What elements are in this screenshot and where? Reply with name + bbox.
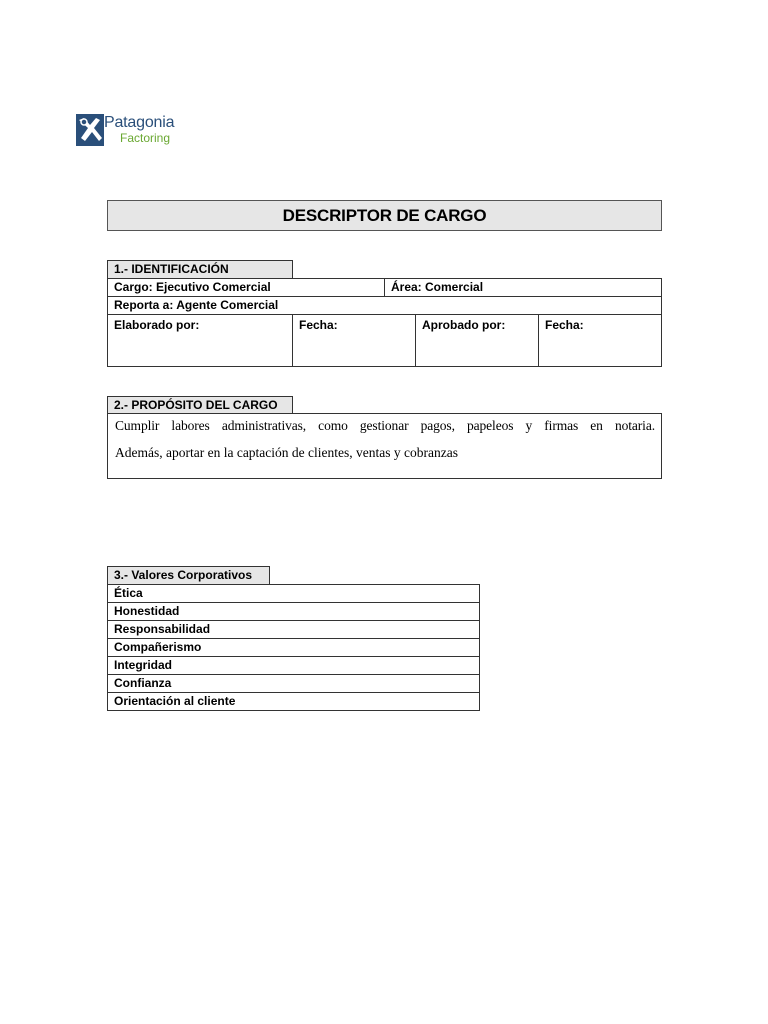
cargo-field: Cargo: Ejecutivo Comercial (107, 278, 385, 297)
section-identificacion-header: 1.- IDENTIFICACIÓN (107, 260, 293, 279)
section-proposito-header: 2.- PROPÓSITO DEL CARGO (107, 396, 293, 414)
values-table (107, 584, 480, 712)
purpose-line-2: Además, aportar en la captación de clientes, ventas y cobranzas (115, 445, 458, 460)
fecha-aprobado-field: Fecha: (538, 314, 662, 367)
elaborado-field: Elaborado por: (107, 314, 293, 367)
aprobado-field: Aprobado por: (415, 314, 539, 367)
logo-subname: Factoring (120, 131, 171, 145)
value-item: Integridad (107, 657, 480, 675)
company-logo (76, 112, 186, 148)
value-item: Honestidad (107, 603, 480, 621)
section-valores-header: 3.- Valores Corporativos (107, 566, 270, 585)
purpose-line-1: Cumplir labores administrativas, como gestionar pagos, papeleos y firmas en notaria. (115, 418, 655, 433)
value-item: Ética (107, 585, 480, 603)
value-item: Confianza (107, 675, 480, 693)
area-field: Área: Comercial (384, 278, 662, 297)
reporta-field: Reporta a: Agente Comercial (107, 296, 662, 315)
value-item: Compañerismo (107, 639, 480, 657)
logo-name: Patagonia (104, 114, 175, 131)
fecha-elaborado-field: Fecha: (292, 314, 416, 367)
patagonia-factoring-logo-icon (76, 114, 104, 146)
value-item: Orientación al cliente (107, 693, 480, 711)
purpose-text-box (107, 413, 662, 479)
value-item: Responsabilidad (107, 621, 480, 639)
document-title: DESCRIPTOR DE CARGO (107, 200, 662, 231)
